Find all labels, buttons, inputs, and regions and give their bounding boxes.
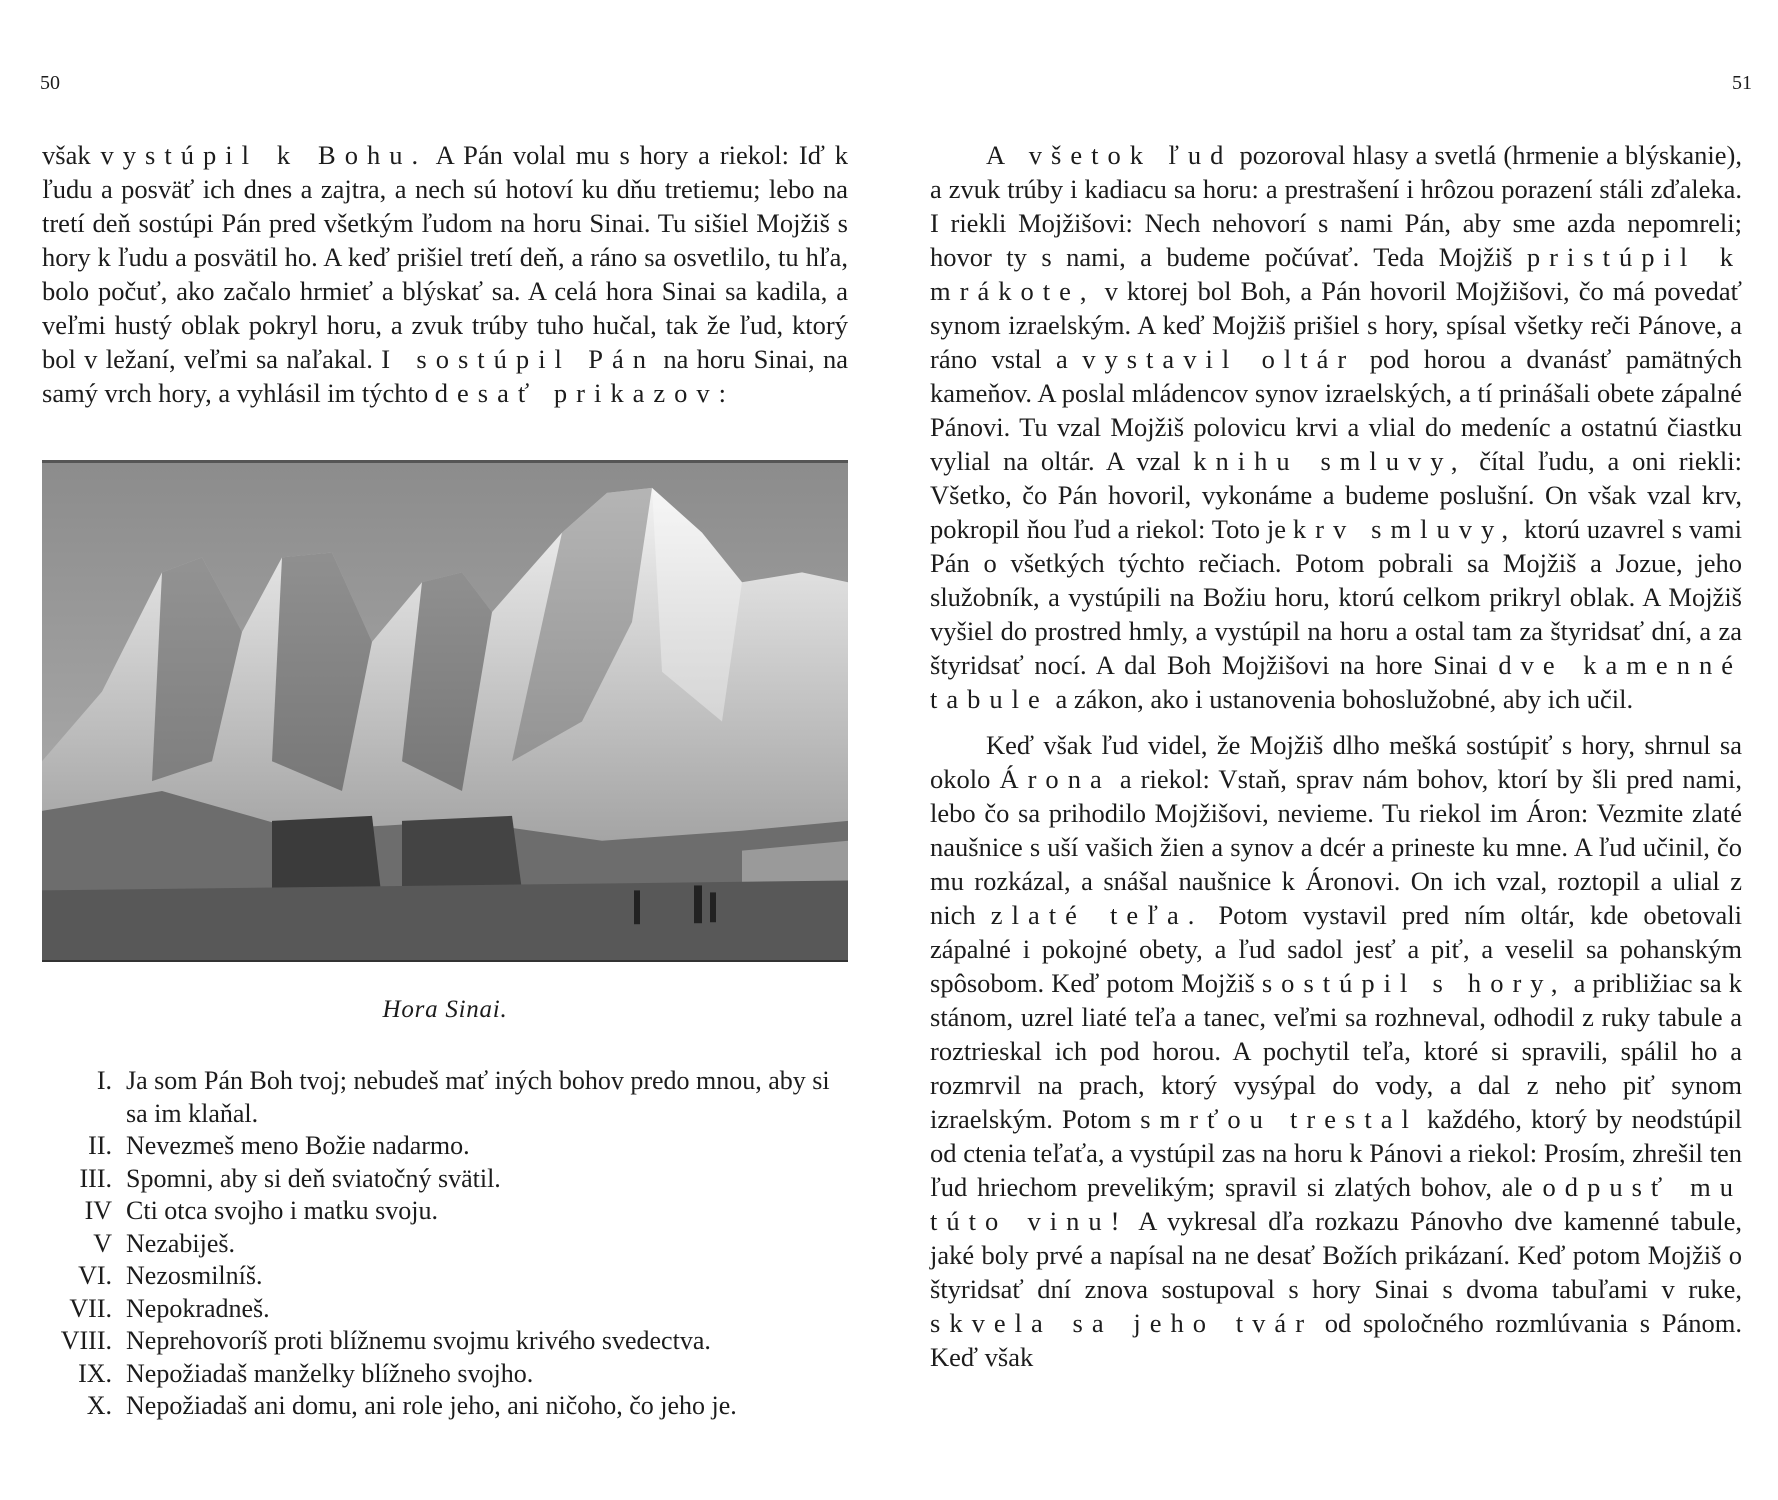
commandment-number: I. [96, 1066, 112, 1095]
body-text: čítal ľudu, a oni riekli: Všetko, čo Pán hovoril, vykonáme a budeme poslušní. On však vzal krv, pokropil ňou ľud a riekol: Toto je [930, 446, 1742, 544]
body-text: Potom vystavil pred ním oltár, kde obetovali zápalné i pokojné obety, a ľud sadol jesť a piť, a veselil sa pohanským spôsobom. Keď potom Mojžiš [930, 900, 1743, 998]
commandment-item [42, 1195, 848, 1228]
photo-caption: Hora Sinai. [382, 996, 508, 1023]
commandment-number: X. [86, 1391, 112, 1420]
commandment-number: V [93, 1228, 112, 1258]
spaced-emphasis-text: desať prikazov: [434, 378, 736, 408]
body-text: a riekol: Vstaň, sprav nám bohov, ktorí by šli pred nami, lebo čo sa prihodilo Mojžišovi, nevieme. Tu riekol im Áron: Vezmite zlaté naušnice s uší vašich žien a synov a dcér a prineste ku mne. A ľud učinil, čo mu rozkázal, a snášal naušnice k Áronovi. On ich vzal, roztopil a ulial z nich [930, 764, 1742, 930]
commandment-text: Nepožiadaš manželky blížneho svojho. [126, 1358, 534, 1388]
commandment-text: Nepožiadaš ani domu, ani role jeho, ani ničoho, čo jeho je. [126, 1391, 737, 1420]
body-text: Keď však ľud videl, že Mojžiš dlho mešká sostúpiť s hory, shrnul sa okolo [930, 730, 1742, 794]
spaced-emphasis-text: sostúpil s hory, [1261, 968, 1567, 998]
right-page-column [930, 138, 1742, 1374]
commandment-item [42, 1163, 848, 1196]
body-text: a zákon, ako i ustanovenia bohoslužobné, aby ich učil. [1048, 684, 1634, 714]
body-text: pozoroval hlasy a svetlá (hrmenie a blýskanie), a zvuk trúby i kadiacu sa horu: a prestrašení i hrôzou porazení stáli zďaleka. I riekli Mojžišovi: Nech nehovorí s nami Pán, aby sme azda nepomreli; hovor ty s nami, a budeme počúvať. Teda Mojžiš [930, 140, 1742, 272]
left-page-paragraph [42, 138, 848, 410]
commandment-number: VII. [69, 1293, 112, 1323]
commandment-text: Nevezmeš meno Božie nadarmo. [126, 1131, 470, 1160]
spaced-emphasis-text: knihu smluvy, [1193, 446, 1467, 476]
spaced-emphasis-text: I sostúpil Pán [381, 344, 656, 374]
page-number-right: 51 [1732, 72, 1752, 94]
body-text: pod horou a dvanásť pamätných kameňov. A poslal mládencov synov izraelských, a tí prinášali obete zápalné Pánovi. Tu vzal Mojžiš polovicu krvi a vlial do medeníc a ostatnú čiastku vylial na oltár. A vzal [930, 344, 1742, 476]
body-text: a približiac sa k stánom, uzrel liaté teľa a tanec, veľmi sa rozhneval, odhodil z ruky tabule a roztrieskal ich pod horou. A pochytil teľa, ktoré si spravili, spálil ho a rozmrvil na prach, ktorý vysýpal do vody, a dal z neho piť synom izraelským. Potom [930, 968, 1742, 1134]
commandment-text: Cti otca svojho i matku svoju. [126, 1196, 438, 1225]
spaced-emphasis-text: pristúpil k mrákote, [930, 242, 1742, 306]
spaced-emphasis-text: odpusť mu túto vinu! [930, 1172, 1742, 1236]
left-page-column [42, 138, 848, 1423]
commandment-text: Spomni, aby si deň sviatočný svätil. [126, 1163, 501, 1193]
commandment-item [42, 1325, 848, 1358]
commandment-text: Nepokradneš. [126, 1293, 270, 1323]
body-text: od spoločného rozmlúvania s Pánom. Keď však [930, 1308, 1742, 1372]
page-number-left: 50 [40, 72, 60, 94]
mount-sinai-photo [42, 460, 848, 962]
spaced-emphasis-text: dve kamenné tabule [930, 650, 1742, 714]
body-text: A Pán volal mu s hory a riekol: Iď k ľudu a posväť ich dnes a zajtra, a nech sú hotoví ku dňu tretiemu; lebo na tretí deň sostúpi Pán pred všetkým ľudom na horu Sinai. Tu sišiel Mojžiš s hory k ľudu a posvätil ho. A keď prišiel tretí deň, a ráno sa osvetlilo, tu hľa, bolo počuť, ako začalo hrmieť a blýskať sa. A celá hora Sinai sa kadila, a veľmi hustý oblak pokryl horu, a zvuk trúby tuho hučal, tak že ľud, ktorý bol v ležaní, veľmi sa naľakal. [42, 140, 849, 374]
commandment-number: IX. [78, 1358, 112, 1388]
commandment-number: IV [84, 1196, 112, 1225]
commandment-text: Nezabiješ. [126, 1228, 236, 1258]
mountain-photograph-illustration [42, 463, 848, 960]
spaced-emphasis-text: vystúpil k Bohu. [100, 140, 428, 170]
commandment-text: Ja som Pán Boh tvoj; nebudeš mať iných bohov predo mnou, aby si sa im klaňal. [126, 1066, 830, 1128]
spaced-emphasis-text: smrťou trestal [1140, 1104, 1418, 1134]
commandment-item [42, 1228, 848, 1261]
commandment-item [42, 1260, 848, 1293]
commandment-number: III. [79, 1163, 112, 1193]
spaced-emphasis-text: skvela sa jeho tvár [930, 1308, 1314, 1338]
commandment-item [42, 1130, 848, 1163]
body-text: však [42, 140, 101, 170]
body-text: na horu Sinai, na samý vrch hory, a vyhlásil im týchto [42, 344, 848, 408]
right-page-paragraph-1 [930, 138, 1742, 716]
spaced-emphasis-text: zlaté teľa. [990, 900, 1204, 930]
commandment-number: VIII. [60, 1326, 112, 1355]
spaced-emphasis-text: Árona [999, 764, 1111, 794]
commandment-text: Neprehovoríš proti blížnemu svojmu krivého svedectva. [126, 1326, 711, 1355]
body-text: v ktorej bol Boh, a Pán hovoril Mojžišovi, čo má povedať synom izraelským. A keď Mojžiš prišiel s hory, spísal všetky reči Pánove, a ráno vstal a [930, 276, 1742, 374]
ten-commandments-list [42, 1065, 848, 1423]
commandment-item [42, 1065, 848, 1130]
commandment-item [42, 1390, 848, 1423]
commandment-item [42, 1358, 848, 1391]
commandment-number: II. [88, 1131, 112, 1160]
body-text: ktorú uzavrel s vami Pán o všetkých týchto rečiach. Potom pobrali sa Mojžiš a Jozue, jeho služobník, a vystúpili na Božiu horu, ktorú celkom prikryl oblak. A Mojžiš vyšiel do prostred hmly, a vystúpil na horu a ostal tam za štyridsať dní, a za štyridsať nocí. A dal Boh Mojžišovi na hore Sinai [930, 514, 1742, 680]
right-page-paragraph-2 [930, 728, 1742, 1374]
spaced-emphasis-text: vystavil oltár [1082, 344, 1356, 374]
commandment-item [42, 1293, 848, 1326]
commandment-number: VI. [78, 1261, 112, 1290]
commandment-text: Nezosmilníš. [126, 1261, 263, 1290]
body-text: A vykresal dľa rozkazu Pánovho dve kamenné tabule, jaké boly prvé a napísal na ne desať Božích prikázaní. Keď potom Mojžiš o štyridsať dní znova sostupoval s hory Sinai s dvoma tabuľami v ruke, [930, 1206, 1742, 1304]
spaced-emphasis-text: krv smluvy, [1292, 514, 1518, 544]
spaced-emphasis-text: A všetok ľud [986, 140, 1233, 170]
body-text: každého, ktorý by neodstúpil od ctenia teľaťa, a vystúpil zas na horu k Pánovi a riekol: Prosím, zhrešil ten ľud hriechom prevelikým; spravil si zlatých bohov, ale [930, 1104, 1742, 1202]
